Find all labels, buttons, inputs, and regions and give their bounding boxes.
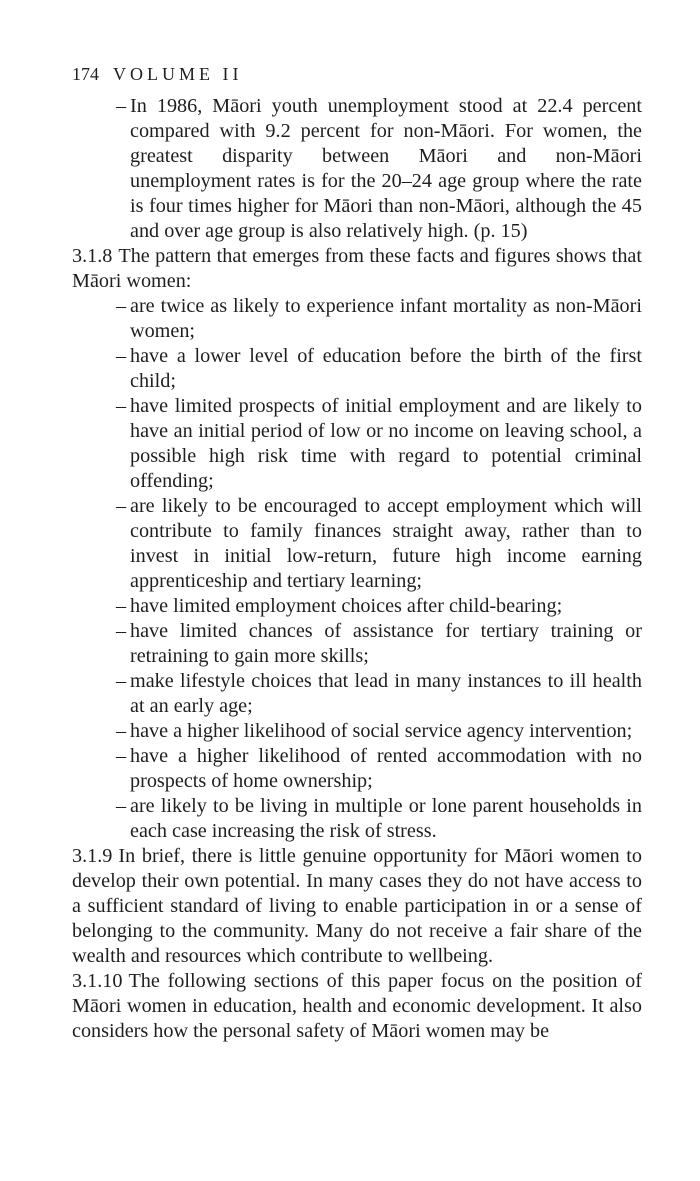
paragraph-number: 3.1.10 bbox=[72, 970, 123, 992]
list-item: – In 1986, Māori youth unemployment stood at 22.4 percent compared with 9.2 percent for non-Māori. For women, the greatest disparity between Māori and non-Māori unemployment rates is for the 20–24 age group where the rate is four times higher for Māori than non-Māori, although the 45 and over age group is also relatively high. (p. 15) bbox=[72, 94, 642, 244]
list-item: – make lifestyle choices that lead in many instances to ill health at an early age; bbox=[72, 669, 642, 719]
list-item: – are likely to be encouraged to accept employment which will contribute to family finances straight away, rather than to invest in initial low-return, future high income earning apprenticeship and tertiary learning; bbox=[72, 494, 642, 594]
document-page bbox=[72, 62, 642, 1044]
running-header bbox=[72, 62, 642, 86]
list-item: – have a higher likelihood of social service agency intervention; bbox=[72, 719, 642, 744]
list-item: – have limited prospects of initial employment and are likely to have an initial period of low or no income on leaving school, a possible high risk time with regard to potential criminal offending; bbox=[72, 394, 642, 494]
paragraph-3-1-8 bbox=[72, 244, 642, 294]
body-text bbox=[72, 94, 642, 1044]
paragraph-number: 3.1.9 bbox=[72, 845, 113, 867]
paragraph-3-1-9 bbox=[72, 844, 642, 969]
paragraph-3-1-10 bbox=[72, 969, 642, 1044]
list-item: – are twice as likely to experience infant mortality as non-Māori women; bbox=[72, 294, 642, 344]
list-item: – have limited employment choices after child-bearing; bbox=[72, 594, 642, 619]
page-number: 174 bbox=[72, 64, 99, 84]
paragraph-text: In brief, there is little genuine opportunity for Māori women to develop their own potential. In many cases they do not have access to a sufficient standard of living to enable participation in or a sense of belonging to the community. Many do not receive a fair share of the wealth and resources which contribute to wellbeing. bbox=[72, 845, 642, 967]
pattern-list bbox=[72, 294, 642, 844]
paragraph-text: The pattern that emerges from these facts and figures shows that Māori women: bbox=[72, 245, 642, 292]
list-item: – have a lower level of education before the birth of the first child; bbox=[72, 344, 642, 394]
list-item: – have limited chances of assistance for tertiary training or retraining to gain more skills; bbox=[72, 619, 642, 669]
list-item: – have a higher likelihood of rented accommodation with no prospects of home ownership; bbox=[72, 744, 642, 794]
volume-label: VOLUME II bbox=[113, 64, 243, 84]
unemployment-list bbox=[72, 94, 642, 244]
paragraph-text: The following sections of this paper focus on the position of Māori women in education, health and economic development. It also considers how the personal safety of Māori women may be bbox=[72, 970, 642, 1042]
list-item: – are likely to be living in multiple or lone parent households in each case increasing the risk of stress. bbox=[72, 794, 642, 844]
paragraph-number: 3.1.8 bbox=[72, 245, 113, 267]
